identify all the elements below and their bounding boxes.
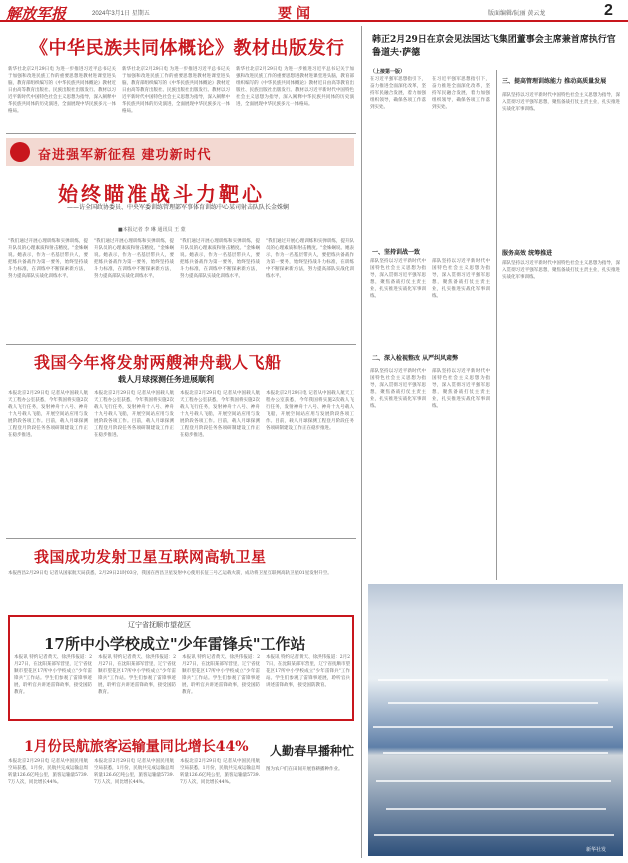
article-subtitle: ——访全国政协委员、中央军委训练管理部军事体育训练中心某司射击队队长金姝娴 xyxy=(66,204,289,211)
emblem-icon xyxy=(10,142,30,162)
editor-credit: 版面编辑/阮丽 黄云龙 xyxy=(488,11,546,17)
article-kicker: 辽宁省抚顺市望花区 xyxy=(128,621,191,629)
article-body: 本报西昌2月29日电 记者从国家航天局获悉，2月29日21时03分，我国在西昌卫星发射中心使用长征三号乙运载火箭，成功将卫星互联网高轨卫星01星发射升空。 xyxy=(8,571,332,576)
section-subhead: 一、坚持训战一致 xyxy=(372,249,421,256)
article-body: "我们通过开展心理训练和实弹训练，提升队员的心理素质和射击精度。"金姝娴说。她表示，作为一名基层带兵人，要把练兵备战作为第一要务，始终坚持战斗力标准，在训练中不断探索新方法，努力提高部队实战化训练水平。 xyxy=(94,239,174,279)
issue-date: 2024年3月1日 星期五 xyxy=(92,11,150,17)
column-divider xyxy=(496,70,497,580)
page-number: 2 xyxy=(604,2,613,19)
article-body: 本报北京2月29日电 记者从中国载人航天工程办公室获悉，今年我国将实施2次载人飞行任务，发射神舟十八号、神舟十九号载人飞船，开展空间站应用与发展阶段各项工作。目前，载人月球探测工程登月阶段任务各项研制建设工作正在稳步推进。 xyxy=(180,391,260,438)
article-body: 新华社北京2月29日电 为进一步推进习近平总书记关于加强和改进民族工作的重要思想进教材进课堂进头脑，教育部组织编写的《中华民族共同体概论》教材近日由高等教育出版社、民族出版社出版发行。教材以习近平新时代中国特色社会主义思想为指导，深入阐释中华民族共同体的历史演进，全面展现中华民族多元一体格局。 xyxy=(8,67,116,114)
article-body: 在习近平强军思想指引下，奋力推进全面深化改革，坚持军民融合发展，着力加强组织领导，确保各项工作落到实处。 xyxy=(432,77,490,110)
divider xyxy=(6,133,356,134)
article-body: 本报北京2月29日电 记者从中国载人航天工程办公室获悉，今年我国将实施2次载人飞行任务，发射神舟十八号、神舟十九号载人飞船，开展空间站应用与发展阶段各项工作。目前，载人月球探测工程登月阶段任务各项研制建设工作正在稳步推进。 xyxy=(8,391,88,438)
feature-kicker: 奋进强军新征程 建功新时代 xyxy=(38,148,212,163)
article-body: 本报讯 特约记者黄天、徐洪伟报道：2月27日，在沈阳某部军营里，辽宁省抚顺市望花区17所中小学校成立"少年雷锋兵"工作站。学生们参观了雷锋事迹展，聆听官兵讲述雷锋故事，接受国防教育。 xyxy=(266,655,350,688)
article-byline: ■本报记者 李 琳 通讯员 王 蒙 xyxy=(118,227,186,233)
article-body: 部队坚持以习近平新时代中国特色社会主义思想为指导，深入贯彻习近平强军思想，聚焦备战打仗主责主业，扎实推进实战化军事训练。 xyxy=(432,369,490,409)
article-headline: 17所中小学校成立"少年雷锋兵"工作站 xyxy=(44,635,306,653)
article-headline: 人勤春早播种忙 xyxy=(270,744,355,758)
article-headline: 我国今年将发射两艘神舟载人飞船 xyxy=(34,353,282,372)
article-headline: 《中华民族共同体概论》教材出版发行 xyxy=(30,38,345,59)
article-body: 本报讯 特约记者黄天、徐洪伟报道：2月27日，在沈阳某部军营里，辽宁省抚顺市望花区17所中小学校成立"少年雷锋兵"工作站。学生们参观了雷锋事迹展，聆听官兵讲述雷锋故事，接受国防教育。 xyxy=(182,655,260,695)
divider xyxy=(6,344,356,345)
article-headline: 始终瞄准战斗力靶心 xyxy=(58,182,265,206)
article-body: 部队坚持以习近平新时代中国特色社会主义思想为指导，深入贯彻习近平强军思想，聚焦备战打仗主责主业，扎实推进实战化军事训练。 xyxy=(432,259,490,299)
article-subtitle: 载人月球探测任务进展顺利 xyxy=(118,374,214,384)
article-body: 部队坚持以习近平新时代中国特色社会主义思想为指导，深入贯彻习近平强军思想，聚焦备战打仗主责主业，扎实推进实战化军事训练。 xyxy=(502,93,620,112)
article-body: 本报北京2月29日电 记者从中国民用航空局获悉，1月份，民航共完成运输总周转量126.6亿吨公里，旅客运输量5739.7万人次，同比增长44%。 xyxy=(94,759,174,785)
article-body: 本报北京2月29日电 记者从中国民用航空局获悉，1月份，民航共完成运输总周转量126.6亿吨公里，旅客运输量5739.7万人次，同比增长44%。 xyxy=(8,759,88,785)
photo-caption: 图为农户们在田间开展春耕播种作业。 xyxy=(266,767,343,772)
article-headline: 我国成功发射卫星互联网高轨卫星 xyxy=(34,548,267,566)
article-body: 新华社北京2月29日电 为进一步推进习近平总书记关于加强和改进民族工作的重要思想进教材进课堂进头脑，教育部组织编写的《中华民族共同体概论》教材近日由高等教育出版社、民族出版社出版发行。教材以习近平新时代中国特色社会主义思想为指导，深入阐释中华民族共同体的历史演进，全面展现中华民族多元一体格局。 xyxy=(122,67,230,114)
section-subhead: 二、深入检视整改 从严纠风肃弊 xyxy=(372,355,459,362)
article-body: 本报讯 特约记者黄天、徐洪伟报道：2月27日，在沈阳某部军营里，辽宁省抚顺市望花区17所中小学校成立"少年雷锋兵"工作站。学生们参观了雷锋事迹展，聆听官兵讲述雷锋故事，接受国防教育。 xyxy=(98,655,176,695)
article-body: 在习近平强军思想指引下，奋力推进全面深化改革，坚持军民融合发展，着力加强组织领导，确保各项工作落到实处。 xyxy=(370,77,426,110)
photo-credit: 新华社发 xyxy=(586,847,607,853)
article-continuation: （上接第一版） xyxy=(370,69,406,75)
section-subhead: 三、提高管理训练能力 推动高质量发展 xyxy=(502,78,607,85)
article-body: 本报北京2月29日电 记者从中国载人航天工程办公室获悉，今年我国将实施2次载人飞行任务，发射神舟十八号、神舟十九号载人飞船，开展空间站应用与发展阶段各项工作。目前，载人月球探测工程登月阶段任务各项研制建设工作正在稳步推进。 xyxy=(266,391,354,431)
section-title: 要闻 xyxy=(278,6,314,22)
article-body: 本报北京2月29日电 记者从中国载人航天工程办公室获悉，今年我国将实施2次载人飞行任务，发射神舟十八号、神舟十九号载人飞船，开展空间站应用与发展阶段各项工作。目前，载人月球探测工程登月阶段任务各项研制建设工作正在稳步推进。 xyxy=(94,391,174,438)
article-body: 部队坚持以习近平新时代中国特色社会主义思想为指导，深入贯彻习近平强军思想，聚焦备战打仗主责主业，扎实推进实战化军事训练。 xyxy=(370,369,426,409)
divider xyxy=(6,538,356,539)
column-divider xyxy=(361,26,362,858)
article-body: "我们通过开展心理训练和实弹训练，提升队员的心理素质和射击精度。"金姝娴说。她表示，作为一名基层带兵人，要把练兵备战作为第一要务，始终坚持战斗力标准，在训练中不断探索新方法，努力提高部队实战化训练水平。 xyxy=(180,239,260,279)
article-body: 新华社北京2月29日电 为进一步推进习近平总书记关于加强和改进民族工作的重要思想进教材进课堂进头脑，教育部组织编写的《中华民族共同体概论》教材近日由高等教育出版社、民族出版社出版发行。教材以习近平新时代中国特色社会主义思想为指导，深入阐释中华民族共同体的历史演进，全面展现中华民族多元一体格局。 xyxy=(236,67,354,107)
farmland-photo xyxy=(368,584,623,856)
article-body: 本报北京2月29日电 记者从中国民用航空局获悉，1月份，民航共完成运输总周转量126.6亿吨公里，旅客运输量5739.7万人次，同比增长44%。 xyxy=(180,759,260,785)
article-body: "我们通过开展心理训练和实弹训练，提升队员的心理素质和射击精度。"金姝娴说。她表示，作为一名基层带兵人，要把练兵备战作为第一要务，始终坚持战斗力标准，在训练中不断探索新方法，努力提高部队实战化训练水平。 xyxy=(266,239,354,279)
article-body: 本报讯 特约记者黄天、徐洪伟报道：2月27日，在沈阳某部军营里，辽宁省抚顺市望花区17所中小学校成立"少年雷锋兵"工作站。学生们参观了雷锋事迹展，聆听官兵讲述雷锋故事，接受国防教育。 xyxy=(14,655,92,695)
section-subhead: 服务高效 统筹推进 xyxy=(502,250,553,257)
article-headline: 1月份民航旅客运输量同比增长44% xyxy=(24,739,249,755)
newspaper-logo: 解放军报 xyxy=(6,5,67,23)
article-body: "我们通过开展心理训练和实弹训练，提升队员的心理素质和射击精度。"金姝娴说。她表示，作为一名基层带兵人，要把练兵备战作为第一要务，始终坚持战斗力标准，在训练中不断探索新方法，努力提高部队实战化训练水平。 xyxy=(8,239,88,279)
article-body: 部队坚持以习近平新时代中国特色社会主义思想为指导，深入贯彻习近平强军思想，聚焦备战打仗主责主业，扎实推进实战化军事训练。 xyxy=(502,261,620,280)
article-body: 部队坚持以习近平新时代中国特色社会主义思想为指导，深入贯彻习近平强军思想，聚焦备战打仗主责主业，扎实推进实战化军事训练。 xyxy=(370,259,426,299)
article-headline: 韩正2月29日在京会见法国达飞集团董事会主席兼首席执行官鲁道夫·萨德 xyxy=(372,35,616,58)
